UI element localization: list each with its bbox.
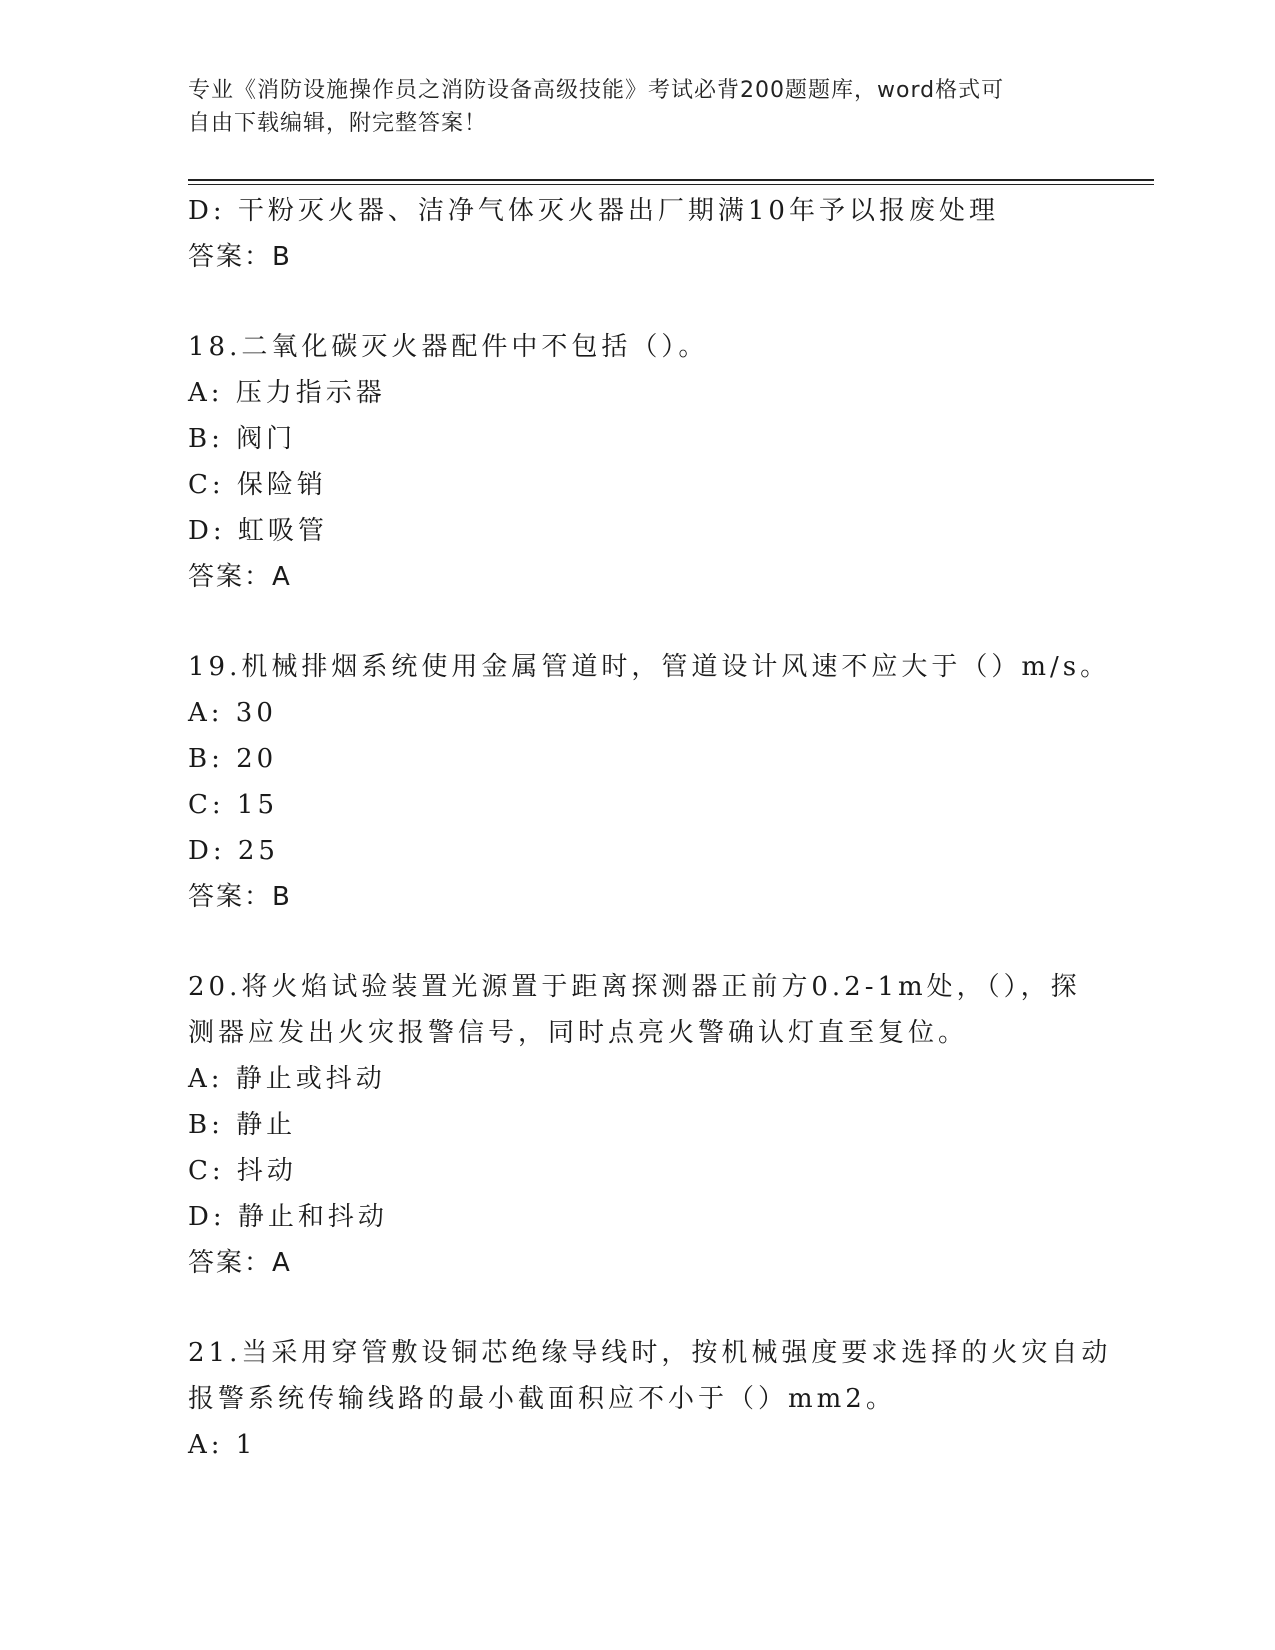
page-header [188, 74, 1068, 140]
question-text-line-1: 21.当采用穿管敷设铜芯绝缘导线时，按机械强度要求选择的火灾自动 [188, 1338, 1112, 1368]
question-text-line-2: 测器应发出火灾报警信号，同时点亮火警确认灯直至复位。 [188, 1018, 969, 1048]
option-d: D: 25 [188, 836, 279, 866]
option-c: C: 保险销 [188, 470, 327, 500]
option-b: B: 静止 [188, 1110, 297, 1140]
answer: 答案：B [188, 242, 292, 272]
question-text-line-1: 20.将火焰试验装置光源置于距离探测器正前方0.2-1m处，（），探 [188, 972, 1081, 1002]
question-text: 18.二氧化碳灭火器配件中不包括（）。 [188, 332, 709, 362]
answer: 答案：A [188, 1248, 292, 1278]
option-b: B: 阀门 [188, 424, 297, 454]
header-line-2: 自由下载编辑，附完整答案！ [188, 111, 488, 136]
question-text: 19.机械排烟系统使用金属管道时，管道设计风速不应大于（）m/s。 [188, 652, 1111, 682]
option-d: D: 静止和抖动 [188, 1202, 388, 1232]
question-20 [188, 964, 1088, 1286]
question-text-line-2: 报警系统传输线路的最小截面积应不小于（）mm2。 [188, 1384, 896, 1414]
question-17-tail [188, 188, 1088, 280]
header-divider-thin [188, 184, 1154, 185]
question-content [188, 188, 1112, 1468]
option-d: D: 干粉灭火器、洁净气体灭火器出厂期满10年予以报废处理 [188, 196, 999, 226]
answer: 答案：B [188, 882, 292, 912]
option-c: C: 15 [188, 790, 279, 820]
question-19 [188, 644, 1111, 920]
question-18 [188, 324, 1088, 600]
question-21 [188, 1330, 1112, 1468]
option-a: A: 1 [188, 1430, 257, 1460]
option-a: A: 压力指示器 [188, 378, 386, 408]
option-a: A: 静止或抖动 [188, 1064, 386, 1094]
header-line-1: 专业《消防设施操作员之消防设备高级技能》考试必背200题题库，word格式可 [188, 78, 1005, 103]
option-c: C: 抖动 [188, 1156, 297, 1186]
option-b: B: 20 [188, 744, 278, 774]
option-d: D: 虹吸管 [188, 516, 328, 546]
answer: 答案：A [188, 562, 292, 592]
option-a: A: 30 [188, 698, 277, 728]
header-divider-thick [188, 179, 1154, 181]
